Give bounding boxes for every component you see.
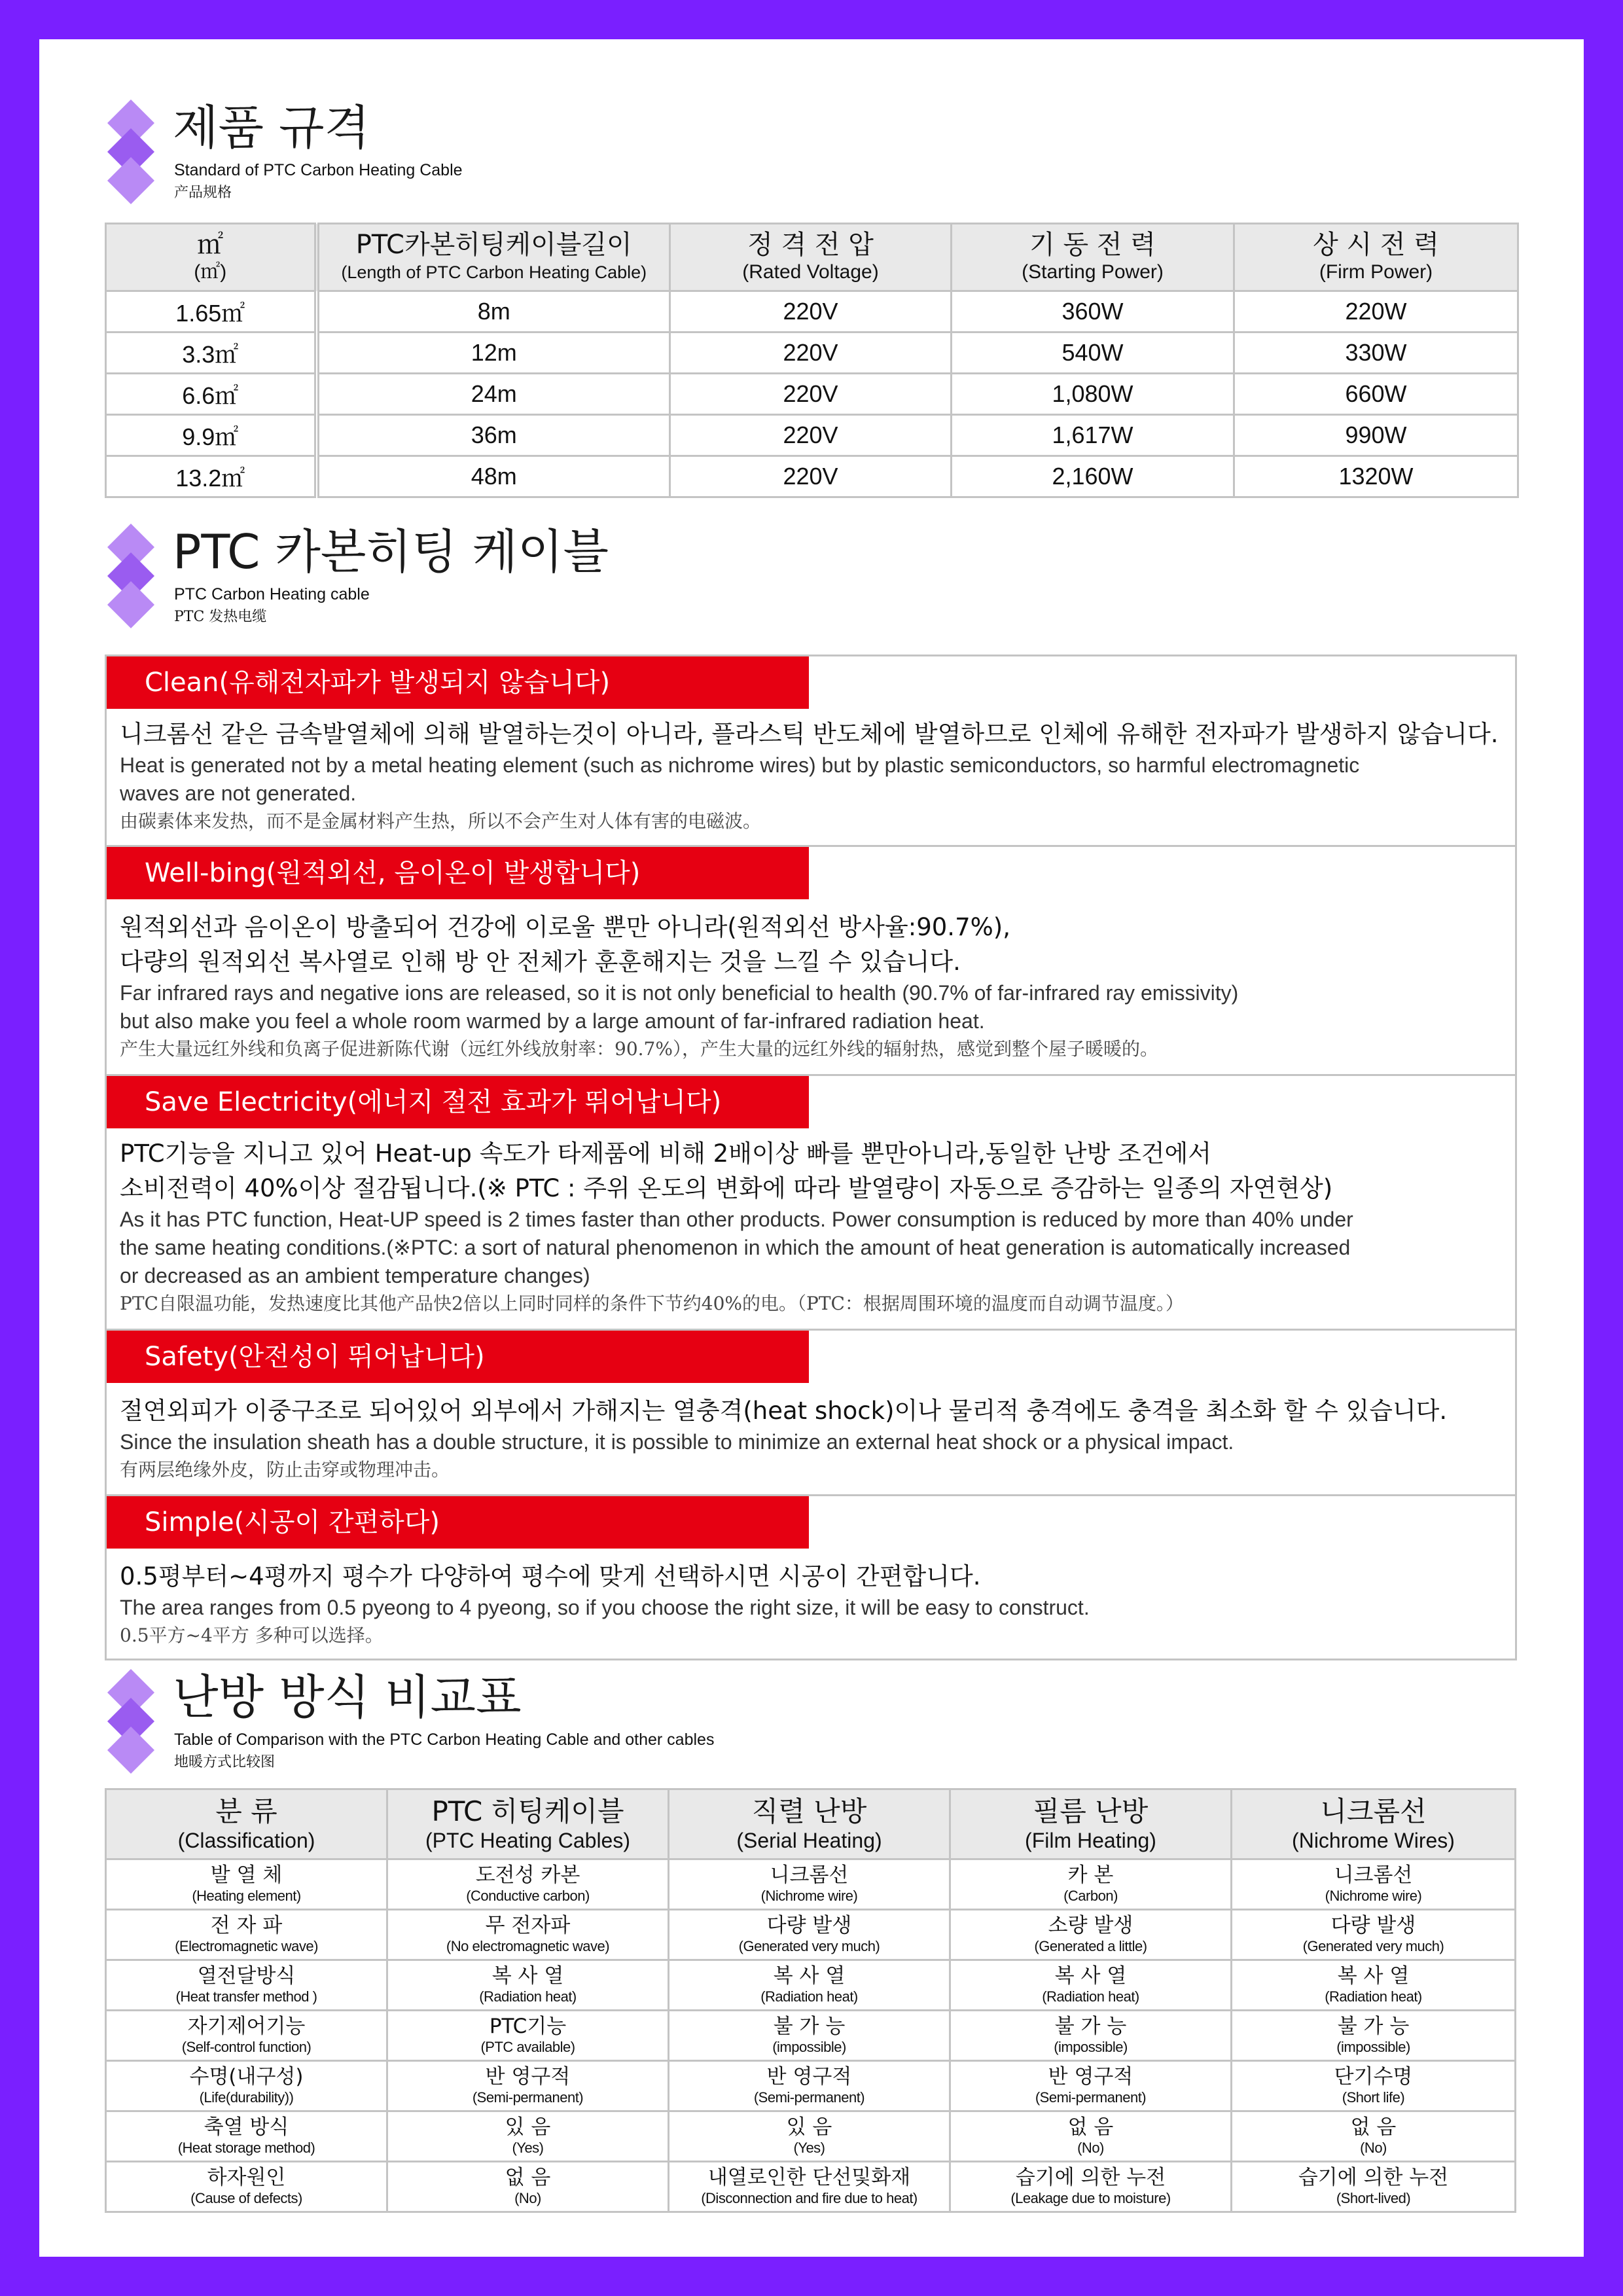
spec-table: [105, 223, 1519, 498]
feature-text-en: or decreased as an ambient temperature changes): [120, 1264, 590, 1287]
feature-body: [120, 1559, 1512, 1649]
feature-body: [120, 910, 1512, 1063]
feature-body: [120, 1393, 1512, 1484]
section-subtitle-en: Table of Comparison with the PTC Carbon Heating Cable and other cables: [174, 1731, 715, 1749]
feature-label: Simple(시공이 간편하다): [107, 1496, 809, 1549]
row-label: 열전달방식 (Heat transfer method ): [106, 1960, 387, 2011]
feature-safety: [107, 1329, 1515, 1494]
feature-text-ko: 다량의 원적외선 복사열로 인해 방 안 전체가 훈훈해지는 것을 느낄 수 있습니다.: [120, 948, 961, 976]
feature-text-en: but also make you feel a whole room warmed by a large amount of far-infrared radiation heat.: [120, 1009, 985, 1033]
cell-nichrome: 없 음 (No): [1232, 2111, 1516, 2162]
cell-firm-power: 990W: [1234, 415, 1518, 456]
cell-ptc: 도전성 카본 (Conductive carbon): [387, 1859, 669, 1910]
cell-starting-power: 540W: [952, 332, 1234, 374]
feature-save-electricity: [107, 1074, 1515, 1329]
feature-label: Well-bing(원적외선, 음이온이 발생합니다): [107, 847, 809, 899]
cell-film: 소량 발생 (Generated a little): [950, 1910, 1232, 1960]
row-label: 발 열 체 (Heating element): [106, 1859, 387, 1910]
feature-text-ko: 소비전력이 40%이상 절감됩니다.(※ PTC : 주위 온도의 변화에 따라 발열량이 자동으로 증감하는 일종의 자연현상): [120, 1174, 1333, 1202]
table-row: [106, 2011, 1516, 2061]
cell-ptc: 복 사 열 (Radiation heat): [387, 1960, 669, 2011]
feature-body: [120, 1136, 1512, 1318]
feature-wellbeing: [107, 845, 1515, 1074]
row-label: 하자원인 (Cause of defects): [106, 2162, 387, 2212]
cell-film: 불 가 능 (impossible): [950, 2011, 1232, 2061]
cell-voltage: 220V: [670, 332, 952, 374]
diamond-logo-icon: [105, 1669, 157, 1774]
spec-header-row: [106, 224, 1518, 291]
cell-length: 8m: [317, 291, 670, 332]
feature-clean: [107, 656, 1515, 845]
cell-serial: 복 사 열 (Radiation heat): [669, 1960, 950, 2011]
cell-length: 12m: [317, 332, 670, 374]
cell-nichrome: 단기수명 (Short life): [1232, 2061, 1516, 2111]
cell-serial: 니크롬선 (Nichrome wire): [669, 1859, 950, 1910]
cell-firm-power: 220W: [1234, 291, 1518, 332]
feature-text-cn: PTC自限温功能，发热速度比其他产品快2倍以上同时同样的条件下节约40%的电。（PTC：根据周围环境的温度而自动调节温度。）: [120, 1293, 1184, 1314]
cell-ptc: 무 전자파 (No electromagnetic wave): [387, 1910, 669, 1960]
cell-serial: 있 음 (Yes): [669, 2111, 950, 2162]
table-row: [106, 415, 1518, 456]
header-starting-power: 기 동 전 력 (Starting Power): [952, 224, 1234, 291]
table-row: [106, 2061, 1516, 2111]
cell-starting-power: 360W: [952, 291, 1234, 332]
feature-simple: [107, 1494, 1515, 1659]
section-subtitle-en: Standard of PTC Carbon Heating Cable: [174, 161, 463, 179]
cell-nichrome: 다량 발생 (Generated very much): [1232, 1910, 1516, 1960]
table-row: [106, 291, 1518, 332]
cell-ptc: PTC기능 (PTC available): [387, 2011, 669, 2061]
cell-starting-power: 2,160W: [952, 456, 1234, 497]
cell-voltage: 220V: [670, 415, 952, 456]
feature-text-ko: 0.5평부터~4평까지 평수가 다양하여 평수에 맞게 선택하시면 시공이 간편합니다.: [120, 1562, 981, 1590]
header-nichrome-wires: 니크롬선 (Nichrome Wires): [1232, 1789, 1516, 1859]
section-subtitle-en: PTC Carbon Heating cable: [174, 585, 370, 603]
feature-text-cn: 0.5平方~4平方 多种可以选择。: [120, 1624, 383, 1646]
cell-area: 6.6㎡: [106, 374, 317, 415]
section-title: 난방 방식 비교표: [173, 1670, 522, 1725]
cell-firm-power: 660W: [1234, 374, 1518, 415]
section-title: 제품 규격: [173, 100, 370, 155]
cell-length: 36m: [317, 415, 670, 456]
cell-ptc: 반 영구적 (Semi-permanent): [387, 2061, 669, 2111]
features-box: [105, 655, 1517, 1660]
feature-text-en: As it has PTC function, Heat-UP speed is 2 times faster than other products. Power consumption is reduced by more than 40% under: [120, 1208, 1353, 1231]
comparison-table: [105, 1788, 1516, 2213]
section-title: PTC 카본히팅 케이블: [173, 524, 609, 579]
cell-film: 없 음 (No): [950, 2111, 1232, 2162]
cell-voltage: 220V: [670, 291, 952, 332]
section-subtitle-cn: PTC 发热电缆: [174, 609, 267, 625]
diamond-logo-icon: [105, 524, 157, 628]
table-row: [106, 332, 1518, 374]
cell-area: 1.65㎡: [106, 291, 317, 332]
cell-starting-power: 1,080W: [952, 374, 1234, 415]
section-subtitle-cn: 产品规格: [174, 185, 232, 201]
feature-text-en: Far infrared rays and negative ions are released, so it is not only beneficial to health (90.7% of far-infrared ray emissivity): [120, 981, 1239, 1005]
feature-text-en: Heat is generated not by a metal heating element (such as nichrome wires) but by plastic semiconductors, so harmful electromagnetic: [120, 753, 1360, 777]
cell-area: 3.3㎡: [106, 332, 317, 374]
cell-film: 반 영구적 (Semi-permanent): [950, 2061, 1232, 2111]
cell-film: 카 본 (Carbon): [950, 1859, 1232, 1910]
feature-label: Safety(안전성이 뛰어납니다): [107, 1331, 809, 1383]
cell-serial: 불 가 능 (impossible): [669, 2011, 950, 2061]
table-row: [106, 1910, 1516, 1960]
cell-serial: 반 영구적 (Semi-permanent): [669, 2061, 950, 2111]
feature-text-ko: 원적외선과 음이온이 방출되어 건강에 이로울 뿐만 아니라(원적외선 방사율:90.7%),: [120, 913, 1010, 941]
cell-voltage: 220V: [670, 456, 952, 497]
header-classification: 분 류 (Classification): [106, 1789, 387, 1859]
header-serial-heating: 직렬 난방 (Serial Heating): [669, 1789, 950, 1859]
cell-starting-power: 1,617W: [952, 415, 1234, 456]
feature-text-en: waves are not generated.: [120, 781, 357, 805]
cell-film: 복 사 열 (Radiation heat): [950, 1960, 1232, 2011]
section-subtitle-cn: 地暖方式比较图: [174, 1754, 276, 1770]
comparison-header-row: [106, 1789, 1516, 1859]
cell-length: 24m: [317, 374, 670, 415]
table-row: [106, 1960, 1516, 2011]
table-row: [106, 374, 1518, 415]
cell-firm-power: 1320W: [1234, 456, 1518, 497]
row-label: 전 자 파 (Electromagnetic wave): [106, 1910, 387, 1960]
cell-voltage: 220V: [670, 374, 952, 415]
feature-body: [120, 717, 1512, 835]
row-label: 자기제어기능 (Self-control function): [106, 2011, 387, 2061]
feature-text-cn: 产生大量远红外线和负离子促进新陈代谢（远红外线放射率：90.7%），产生大量的远红外线的辐射热，感觉到整个屋子暖暖的。: [120, 1038, 1158, 1060]
header-length: PTC카본히팅케이블길이 (Length of PTC Carbon Heating Cable): [317, 224, 670, 291]
cell-ptc: 없 음 (No): [387, 2162, 669, 2212]
cell-nichrome: 불 가 능 (impossible): [1232, 2011, 1516, 2061]
document-page: [39, 39, 1584, 2257]
header-area: ㎡ (㎡): [106, 224, 317, 291]
cell-area: 13.2㎡: [106, 456, 317, 497]
cell-firm-power: 330W: [1234, 332, 1518, 374]
header-film-heating: 필름 난방 (Film Heating): [950, 1789, 1232, 1859]
header-ptc-cables: PTC 히팅케이블 (PTC Heating Cables): [387, 1789, 669, 1859]
feature-text-en: The area ranges from 0.5 pyeong to 4 pyeong, so if you choose the right size, it will be easy to construct.: [120, 1596, 1090, 1619]
cell-ptc: 있 음 (Yes): [387, 2111, 669, 2162]
feature-text-ko: 절연외피가 이중구조로 되어있어 외부에서 가해지는 열충격(heat shock)이나 물리적 충격에도 충격을 최소화 할 수 있습니다.: [120, 1397, 1448, 1425]
cell-area: 9.9㎡: [106, 415, 317, 456]
feature-text-ko: 니크롬선 같은 금속발열체에 의해 발열하는것이 아니라, 플라스틱 반도체에 발열하므로 인체에 유해한 전자파가 발생하지 않습니다.: [120, 720, 1499, 748]
row-label: 수명(내구성) (Life(durability)): [106, 2061, 387, 2111]
row-label: 축열 방식 (Heat storage method): [106, 2111, 387, 2162]
cell-nichrome: 니크롬선 (Nichrome wire): [1232, 1859, 1516, 1910]
feature-text-cn: 由碳素体来发热，而不是金属材料产生热，所以不会产生对人体有害的电磁波。: [120, 810, 762, 832]
cell-serial: 다량 발생 (Generated very much): [669, 1910, 950, 1960]
feature-text-ko: PTC기능을 지니고 있어 Heat-up 속도가 타제품에 비해 2배이상 빠를 뿐만아니라,동일한 난방 조건에서: [120, 1139, 1212, 1168]
cell-nichrome: 습기에 의한 누전 (Short-lived): [1232, 2162, 1516, 2212]
cell-film: 습기에 의한 누전 (Leakage due to moisture): [950, 2162, 1232, 2212]
feature-label: Save Electricity(에너지 절전 효과가 뛰어납니다): [107, 1076, 809, 1128]
feature-text-en: Since the insulation sheath has a double structure, it is possible to minimize an external heat shock or a physical impact.: [120, 1430, 1234, 1454]
table-row: [106, 1859, 1516, 1910]
cell-serial: 내열로인한 단선및화재 (Disconnection and fire due to heat): [669, 2162, 950, 2212]
header-voltage: 정 격 전 압 (Rated Voltage): [670, 224, 952, 291]
table-row: [106, 2111, 1516, 2162]
feature-label: Clean(유해전자파가 발생되지 않습니다): [107, 656, 809, 709]
feature-text-cn: 有两层绝缘外皮，防止击穿或物理冲击。: [120, 1459, 450, 1480]
feature-text-en: the same heating conditions.(※PTC: a sort of natural phenomenon in which the amount of heat generation is automatically increased: [120, 1236, 1351, 1259]
cell-length: 48m: [317, 456, 670, 497]
table-row: [106, 456, 1518, 497]
table-row: [106, 2162, 1516, 2212]
cell-nichrome: 복 사 열 (Radiation heat): [1232, 1960, 1516, 2011]
diamond-logo-icon: [105, 99, 157, 204]
header-firm-power: 상 시 전 력 (Firm Power): [1234, 224, 1518, 291]
